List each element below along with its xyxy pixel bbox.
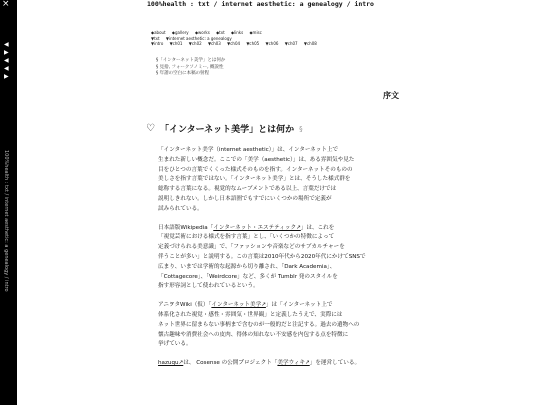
chapter-link[interactable]: ▼ch06 [265,41,279,46]
paragraph: 日本語版Wikipedia「インターネット・エステティック↗」は、これを 「視覚芸術における様式を指す言葉」とし、「いくつかの特徴によって 定義づけられる美意識」で、「ファッションや音楽などのサブカルチャーを 伴うことが多い」と説明する。この言葉は2010年代から2020年代にかけてSNSで 広まり、いまでは学術的な起源から切り離され、「Dark Academia」、 「Cottagecore」、「Weirdcore」など、多くが Tumblr 発のスタイルを 指す形容詞として使われているという。 [158,224,366,290]
close-icon[interactable]: × [2,0,10,9]
tag-link[interactable]: ◆txt [216,30,225,35]
tag-link[interactable]: ◆gallery [171,30,189,35]
expand-arrow-icon[interactable]: ▶ [4,73,9,80]
chapter-link[interactable]: ▼ch05 [246,41,260,46]
hazuqu-link[interactable]: hazuqu↗ [158,360,184,367]
article-body [158,146,408,378]
paragraph: hazuqu↗は、 Cosense の公開プロジェクト「美学ウィキ↗」を運営している。 [158,360,361,367]
collapse-arrow-icon[interactable]: ◀ [4,57,9,64]
toc-item[interactable]: § 年譜の空白に本稿の射程 [156,71,210,76]
page-title: 序文 [383,91,399,100]
chapter-link[interactable]: ▼ch02 [188,41,202,46]
section-heading [146,122,303,135]
collapse-arrow-icon[interactable]: ◀ [4,65,9,72]
sidebar-vertical-path: 100%health : txt / internet aesthetic: a genealogy / intro [3,150,9,292]
tag-link[interactable]: ▼txt [151,35,160,41]
tag-link[interactable]: ◆works [194,30,210,35]
chapter-link[interactable]: ▼ch04 [227,41,241,46]
expand-arrow-icon[interactable]: ▶ [4,49,9,56]
heart-icon: ♡ [146,122,155,134]
section-anchor-icon[interactable]: § [299,124,303,133]
tag-link[interactable]: ◆misc [249,30,262,35]
paragraph: アニヲタWiki（仮）「インターネット美学↗」は「インターネット上で 体系化された視覚・感性・雰囲気・世界観」と定義したうえで、実際には ネット世界に留まらない事柄まで含むのが一般的だと注記する。過去の遺物への 懐古趣味や消費社会への皮肉、得体の知れない不安感を内包する点を特徴に 挙げている。 [158,302,360,348]
collapse-arrow-icon[interactable]: ◀ [4,41,9,48]
chapter-link[interactable]: ▼ch08 [303,41,317,46]
toc-item[interactable]: §「インターネット美学」とは何か [156,58,226,63]
section-heading-text: 「インターネット美学」とは何か [159,125,295,135]
tag-link[interactable]: ◆links [230,30,244,35]
chapter-link[interactable]: ▼ch01 [169,41,183,46]
breadcrumb[interactable]: 100%health : txt / internet aesthetic: a genealogy / intro [147,0,374,8]
toc-item[interactable]: § 見捨, フォークソノミー, 概説性 [156,64,224,70]
aesthetics-wiki-link[interactable]: 美学ウィキ↗ [277,360,310,367]
paragraph: 「インターネット美学（internet aesthetic）」は、インターネット上で 生まれた新しい概念だ。ここでの「美学（aesthetic）」は、ある雰囲気や見た 目をひとつの言葉でくくった様式そのものを指す。インターネットそのものの 美しさを指す言葉ではない。「インターネット美学」とは、そうした様式群を 総称する言葉になる。視覚的なムーブメントである以上、言葉だけでは 説明しきれない。しかし日本語圏でもすでにいくつかの場所で定義が 試みられている。 [158,147,355,212]
chapter-link[interactable]: ▼ch03 [207,41,221,46]
tag-navigation [151,30,351,47]
tag-link[interactable]: ◆about [151,30,166,35]
sidebar [0,0,17,405]
table-of-contents [156,58,225,78]
chapter-link[interactable]: ▼ch07 [284,41,298,46]
tag-link[interactable]: ▼internet aesthetic: a genealogy [165,35,232,41]
wikipedia-link[interactable]: インターネット・エステティック↗ [213,224,301,231]
anioata-wiki-link[interactable]: インターネット美学↗ [211,302,266,309]
chapter-link[interactable]: ▼intro [151,41,164,46]
